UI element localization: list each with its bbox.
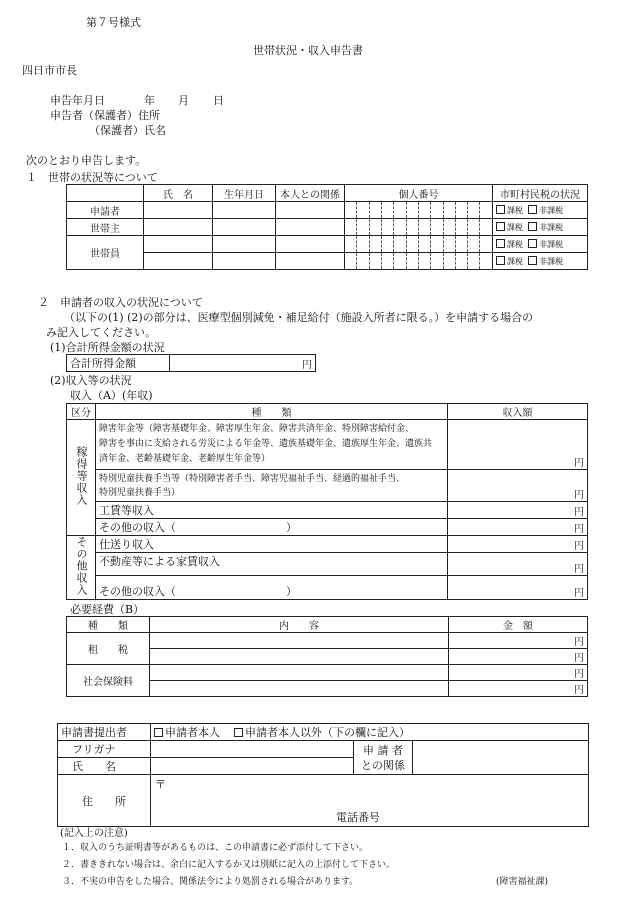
member-birth-cell[interactable] bbox=[213, 236, 276, 253]
expense-insurance-label: 社会保険料 bbox=[67, 665, 150, 697]
pn-digit[interactable] bbox=[381, 219, 393, 236]
header-birthdate: 生年月日 bbox=[213, 185, 276, 202]
pn-digit[interactable] bbox=[357, 253, 369, 270]
income-pension bbox=[96, 420, 448, 470]
nontax-label: 非課税 bbox=[539, 205, 564, 215]
expense-insurance-amount[interactable] bbox=[449, 665, 588, 681]
note-item-3: ３．不実の申告をした場合、関係法令により処罰される場合があります。 bbox=[62, 877, 359, 887]
expense-header-type: 種 類 bbox=[67, 617, 150, 633]
pn-digit[interactable] bbox=[381, 253, 393, 270]
member-name-cell[interactable] bbox=[144, 236, 213, 253]
submitter-name-label: 氏 名 bbox=[58, 758, 151, 775]
pn-digit[interactable] bbox=[369, 219, 381, 236]
pn-digit[interactable] bbox=[394, 219, 406, 236]
pn-digit[interactable] bbox=[443, 202, 455, 219]
pn-digit[interactable] bbox=[418, 202, 430, 219]
applicant-name-cell[interactable] bbox=[144, 202, 213, 219]
pension-line3: 済年金、老齢基礎年金、老齢厚生年金等） bbox=[99, 454, 271, 464]
pn-digit[interactable] bbox=[431, 202, 443, 219]
pn-digit[interactable] bbox=[394, 202, 406, 219]
pn-digit[interactable] bbox=[406, 202, 418, 219]
member-relation-cell[interactable] bbox=[276, 236, 345, 253]
tax-label: 課税 bbox=[507, 256, 523, 266]
expense-tax-amount[interactable] bbox=[449, 649, 588, 665]
department-label: (障害福祉課) bbox=[496, 877, 549, 887]
checkbox-icon[interactable] bbox=[496, 222, 505, 231]
tax-status-cell[interactable] bbox=[493, 253, 588, 270]
pn-digit[interactable] bbox=[406, 236, 418, 253]
income-remittance-amount[interactable] bbox=[448, 536, 588, 553]
checkbox-icon[interactable] bbox=[528, 256, 537, 265]
filing-month[interactable]: 月 bbox=[178, 94, 189, 107]
applicant-birth-cell[interactable] bbox=[213, 202, 276, 219]
yen-unit: 円 bbox=[574, 669, 584, 680]
section2-note-line1: （以下の(1) (2)の部分は、医療型個別減免・補足給付（施設入所者に限る。）を申請する場合の bbox=[64, 311, 534, 324]
yen-unit: 円 bbox=[574, 563, 584, 575]
pn-digit[interactable] bbox=[443, 253, 455, 270]
pn-digit[interactable] bbox=[345, 219, 357, 236]
member-name-cell[interactable] bbox=[144, 253, 213, 270]
pn-digit[interactable] bbox=[369, 236, 381, 253]
pn-digit[interactable] bbox=[431, 253, 443, 270]
income-other-earned-amount[interactable] bbox=[448, 519, 588, 536]
yen-unit: 円 bbox=[574, 540, 584, 552]
expense-tax-amount[interactable] bbox=[449, 633, 588, 649]
relation-label-line1: 申 請 者 bbox=[363, 743, 403, 757]
tax-label: 課税 bbox=[507, 205, 523, 215]
checkbox-icon[interactable] bbox=[528, 205, 537, 214]
relation-label bbox=[354, 741, 413, 775]
yen-unit: 円 bbox=[574, 653, 584, 664]
income-title: 収入（A）(年収) bbox=[70, 389, 153, 402]
pn-digit[interactable] bbox=[418, 236, 430, 253]
pn-digit[interactable] bbox=[431, 219, 443, 236]
category-other bbox=[67, 536, 96, 600]
allowance-line2: 特別児童扶養手当） bbox=[99, 487, 181, 498]
household-table bbox=[66, 184, 588, 270]
filing-date-label: 申告年月日 bbox=[50, 94, 105, 107]
expense-header-content: 内 容 bbox=[150, 617, 449, 633]
submitter-name-field[interactable] bbox=[151, 758, 354, 775]
header-tax-status: 市町村民税の状況 bbox=[493, 185, 588, 202]
income-pension-amount[interactable] bbox=[448, 420, 588, 470]
pn-digit[interactable] bbox=[345, 236, 357, 253]
nontax-label: 非課税 bbox=[539, 256, 564, 266]
expense-table bbox=[66, 616, 588, 697]
category-earned-label: 稼得等収入 bbox=[75, 446, 88, 506]
form-number: 第７号様式 bbox=[86, 16, 141, 29]
pn-digit[interactable] bbox=[394, 253, 406, 270]
header-personal-number: 個人番号 bbox=[345, 185, 493, 202]
checkbox-icon[interactable] bbox=[496, 256, 505, 265]
tax-status-cell[interactable] bbox=[493, 236, 588, 253]
total-income-value[interactable] bbox=[170, 355, 316, 372]
yen-unit: 円 bbox=[574, 506, 584, 518]
pn-digit[interactable] bbox=[418, 253, 430, 270]
income-header-type: 種 類 bbox=[96, 404, 448, 420]
yen-unit: 円 bbox=[574, 458, 584, 469]
total-income-label: 合計所得金額 bbox=[67, 355, 170, 372]
postal-mark: 〒 bbox=[155, 778, 166, 791]
row-applicant-label: 申請者 bbox=[67, 202, 144, 219]
income-rent: 不動産等による家賃収入 bbox=[96, 553, 448, 575]
submitter-options bbox=[151, 724, 589, 741]
yen-unit: 円 bbox=[574, 637, 584, 648]
income-header-category: 区分 bbox=[67, 404, 96, 420]
income-other-earned: その他の収入（ ） bbox=[96, 519, 448, 536]
pn-digit[interactable] bbox=[406, 253, 418, 270]
submitter-opt-self[interactable]: 申請者本人 bbox=[165, 726, 220, 739]
pn-digit[interactable] bbox=[455, 202, 467, 219]
corner-cell bbox=[67, 185, 144, 202]
expense-tax-label: 租 税 bbox=[67, 633, 150, 665]
pn-digit[interactable] bbox=[369, 253, 381, 270]
pn-digit[interactable] bbox=[480, 202, 493, 219]
pn-digit[interactable] bbox=[357, 219, 369, 236]
submitter-table bbox=[57, 723, 589, 827]
phone-label: 電話番号 bbox=[336, 811, 380, 824]
page-title: 世帯状況・収入申告書 bbox=[253, 44, 363, 57]
expense-insurance-amount[interactable] bbox=[449, 681, 588, 697]
row-householder-label: 世帯主 bbox=[67, 219, 144, 236]
income-allowance-amount[interactable] bbox=[448, 470, 588, 502]
pn-digit[interactable] bbox=[345, 253, 357, 270]
expense-tax-content[interactable] bbox=[150, 649, 449, 665]
income-wages: 工賃等収入 bbox=[96, 502, 448, 519]
pn-digit[interactable] bbox=[468, 253, 480, 270]
yen-unit: 円 bbox=[574, 588, 584, 599]
yen-unit: 円 bbox=[574, 523, 584, 535]
relation-field[interactable] bbox=[413, 741, 589, 775]
furigana-field[interactable] bbox=[151, 741, 354, 758]
pn-digit[interactable] bbox=[406, 219, 418, 236]
sub1-title: (1)合計所得金額の状況 bbox=[50, 341, 165, 354]
income-other-amount[interactable] bbox=[448, 575, 588, 599]
expense-header-amount: 金 額 bbox=[449, 617, 588, 633]
checkbox-icon[interactable] bbox=[496, 239, 505, 248]
pension-line2: 障害を事由に支給される労災による年金等、遺族基礎年金、遺族厚生年金、遺族共 bbox=[99, 439, 433, 449]
pension-line1: 障害年金等（障害基礎年金、障害厚生年金、障害共済年金、特別障害給付金、 bbox=[99, 424, 415, 434]
relation-label-line2: との関係 bbox=[361, 758, 405, 772]
pn-digit[interactable] bbox=[381, 202, 393, 219]
income-wages-amount[interactable] bbox=[448, 502, 588, 519]
checkbox-icon[interactable] bbox=[496, 205, 505, 214]
income-rent-amount[interactable] bbox=[448, 553, 588, 575]
expense-title: 必要経費（B） bbox=[70, 603, 145, 616]
applicant-address-label: 申告者（保護者）住所 bbox=[50, 109, 160, 122]
pn-digit[interactable] bbox=[443, 236, 455, 253]
pn-digit[interactable] bbox=[418, 219, 430, 236]
yen-unit: 円 bbox=[574, 685, 584, 696]
header-name: 氏 名 bbox=[144, 185, 213, 202]
section1-title: １ 世帯の状況等について bbox=[26, 171, 158, 184]
checkbox-icon[interactable] bbox=[154, 728, 163, 737]
expense-insurance-content[interactable] bbox=[150, 681, 449, 697]
tax-status-cell[interactable] bbox=[493, 202, 588, 219]
pn-digit[interactable] bbox=[345, 202, 357, 219]
yen-unit: 円 bbox=[302, 359, 312, 371]
pn-digit[interactable] bbox=[468, 236, 480, 253]
addressee: 四日市市長 bbox=[22, 64, 77, 77]
applicant-relation-cell[interactable] bbox=[276, 202, 345, 219]
tax-label: 課税 bbox=[507, 222, 523, 232]
submitter-label: 申請書提出者 bbox=[58, 724, 151, 741]
pn-digit[interactable] bbox=[394, 236, 406, 253]
submitter-address-field[interactable] bbox=[151, 775, 589, 827]
header-relation: 本人との関係 bbox=[276, 185, 345, 202]
householder-name-cell[interactable] bbox=[144, 219, 213, 236]
nontax-label: 非課税 bbox=[539, 239, 564, 249]
pn-digit[interactable] bbox=[480, 253, 493, 270]
checkbox-icon[interactable] bbox=[528, 222, 537, 231]
note-item-2: ２．書ききれない場合は、余白に記入するか又は別紙に記入の上添付して下さい。 bbox=[62, 860, 396, 870]
expense-insurance-content[interactable] bbox=[150, 665, 449, 681]
income-remittance: 仕送り収入 bbox=[96, 536, 448, 553]
pn-digit[interactable] bbox=[455, 236, 467, 253]
pn-digit[interactable] bbox=[431, 236, 443, 253]
nontax-label: 非課税 bbox=[539, 222, 564, 232]
pn-digit[interactable] bbox=[381, 236, 393, 253]
pn-digit[interactable] bbox=[455, 253, 467, 270]
total-income-table bbox=[66, 354, 316, 372]
applicant-name-label: （保護者）氏名 bbox=[89, 124, 166, 137]
expense-tax-content[interactable] bbox=[150, 633, 449, 649]
section2-title: ２ 申請者の収入の状況について bbox=[38, 296, 203, 309]
tax-status-cell[interactable] bbox=[493, 219, 588, 236]
submitter-opt-other[interactable]: 申請者本人以外（下の欄に記入） bbox=[245, 726, 410, 739]
pn-digit[interactable] bbox=[468, 202, 480, 219]
allowance-line1: 特別児童扶養手当等（特別障害者手当、障害児福祉手当、経過的福祉手当、 bbox=[99, 473, 406, 484]
income-other: その他の収入（ ） bbox=[96, 575, 448, 599]
row-member-label: 世帯員 bbox=[67, 236, 144, 270]
householder-birth-cell[interactable] bbox=[213, 219, 276, 236]
pn-digit[interactable] bbox=[480, 219, 493, 236]
checkbox-icon[interactable] bbox=[234, 728, 243, 737]
intro-text: 次のとおり申告します。 bbox=[26, 154, 147, 167]
pn-digit[interactable] bbox=[369, 202, 381, 219]
note-item-1: １．収入のうち証明書等があるものは、この申請書に必ず添付して下さい。 bbox=[62, 843, 369, 853]
yen-unit: 円 bbox=[574, 490, 584, 501]
tax-label: 課税 bbox=[507, 239, 523, 249]
category-earned bbox=[67, 420, 96, 536]
pn-digit[interactable] bbox=[357, 236, 369, 253]
householder-relation-cell[interactable] bbox=[276, 219, 345, 236]
submitter-address-label: 住 所 bbox=[58, 775, 151, 827]
pn-digit[interactable] bbox=[480, 236, 493, 253]
sub2-title: (2)収入等の状況 bbox=[50, 374, 132, 387]
pn-digit[interactable] bbox=[357, 202, 369, 219]
checkbox-icon[interactable] bbox=[528, 239, 537, 248]
income-allowance bbox=[96, 470, 448, 502]
member-relation-cell[interactable] bbox=[276, 253, 345, 270]
pn-digit[interactable] bbox=[468, 219, 480, 236]
notes-title: (記入上の注意) bbox=[60, 828, 128, 839]
furigana-label: フリガナ bbox=[58, 741, 151, 758]
filing-year[interactable]: 年 bbox=[144, 94, 155, 107]
income-table bbox=[66, 403, 588, 600]
category-other-label: その他収入 bbox=[75, 536, 88, 596]
pn-digit[interactable] bbox=[455, 219, 467, 236]
member-birth-cell[interactable] bbox=[213, 253, 276, 270]
filing-day[interactable]: 日 bbox=[213, 94, 224, 107]
pn-digit[interactable] bbox=[443, 219, 455, 236]
income-header-amount: 収入額 bbox=[448, 404, 588, 420]
section2-note-line2: み記入してください。 bbox=[46, 326, 156, 339]
